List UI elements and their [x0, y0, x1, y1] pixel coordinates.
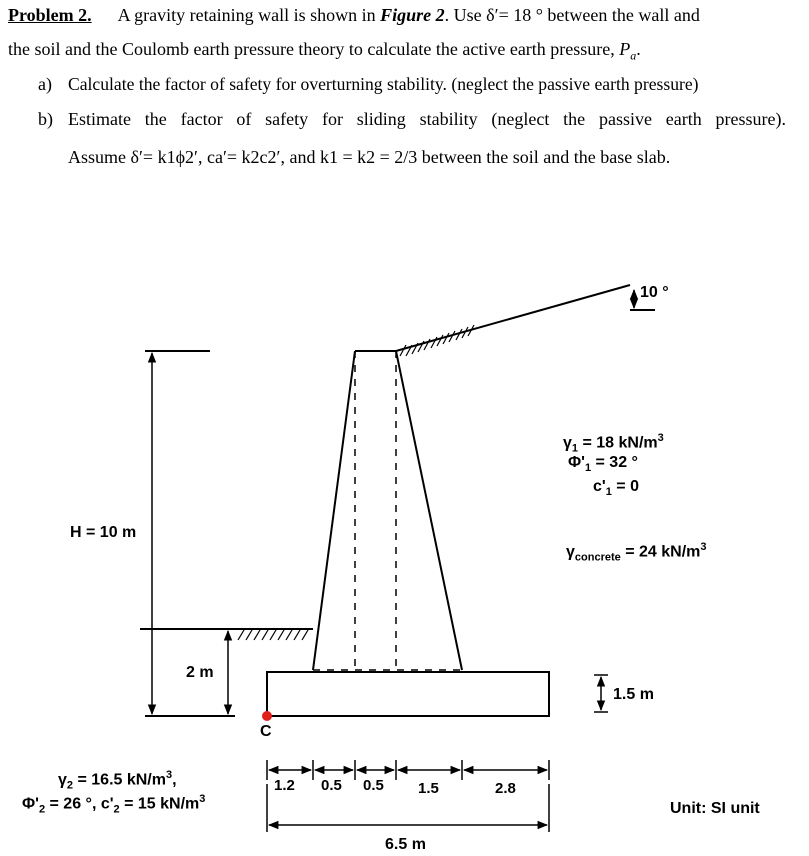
problem-intro-line2-end: . [636, 39, 641, 59]
units-note: Unit: SI unit [670, 800, 760, 817]
dim-front-batter: 0.5 [321, 777, 342, 794]
base-slab [267, 672, 549, 716]
part-b-text: Estimate the factor of safety for sliding stability (neglect the passive earth pressure). [68, 109, 786, 129]
problem-intro-text: A gravity retaining wall is shown in [117, 5, 376, 25]
problem-label: Problem 2. [8, 5, 92, 25]
front-ground-hatch [238, 630, 308, 640]
problem-intro-text-end: . Use δ′= 18 ° between the wall and [444, 5, 700, 25]
part-a-text: Calculate the factor of safety for overturning stability. (neglect the passive earth pressure) [68, 74, 699, 94]
part-a-marker: a) [38, 74, 52, 94]
problem-intro-line2-text: the soil and the Coulomb earth pressure theory to calculate the active earth pressure, [8, 39, 615, 59]
segment-dimension [267, 760, 549, 780]
soil1-cohesion: $c'_1 = 0$ [593, 478, 639, 499]
dim-stem-top: 0.5 [363, 777, 384, 794]
base-thickness-label: 1.5 m [613, 686, 654, 703]
dim-toe-width: 1.2 [274, 777, 295, 794]
dim-back-batter: 1.5 [418, 780, 439, 797]
base-width-label: 6.5 m [385, 836, 426, 853]
toe-point-label: C [260, 723, 272, 740]
slope-angle-label: 10 ° [640, 284, 669, 301]
active-pressure-subscript: a [630, 48, 637, 63]
concrete-unit-weight: $\gamma_{concrete} = 24$ $kN/m^3$ [566, 541, 707, 564]
part-b-marker: b) [38, 109, 53, 129]
wall-back-face [396, 351, 462, 670]
soil2-friction-cohesion: $\Phi'_2 = 26$ °, $c'_2 = 15$ $kN/m^3$ [22, 793, 206, 816]
slope-hatch [400, 325, 474, 356]
dim-heel-width: 2.8 [495, 780, 516, 797]
embedment-depth-label: 2 m [186, 664, 214, 681]
soil1-unit-weight: $\gamma_1 = 18$ $kN/m^3$ [563, 432, 664, 455]
wall-height-label: H = 10 m [70, 524, 137, 541]
wall-front-face [313, 351, 355, 670]
toe-point-c [262, 711, 272, 721]
backfill-slope-line [396, 285, 630, 351]
soil2-unit-weight: $\gamma_2 = 16.5$ $kN/m^3$, [58, 769, 177, 792]
active-pressure-symbol: $P_a$ [619, 39, 637, 63]
figure-reference: Figure 2 [380, 5, 445, 25]
assumption-text: Assume δ′= k1ϕ2′, ca′= k2c2′, and k1 = k2 = 2/3 between the soil and the base slab. [68, 147, 671, 167]
soil1-friction-angle: $\Phi'_1 = 32$ ° [568, 454, 638, 475]
